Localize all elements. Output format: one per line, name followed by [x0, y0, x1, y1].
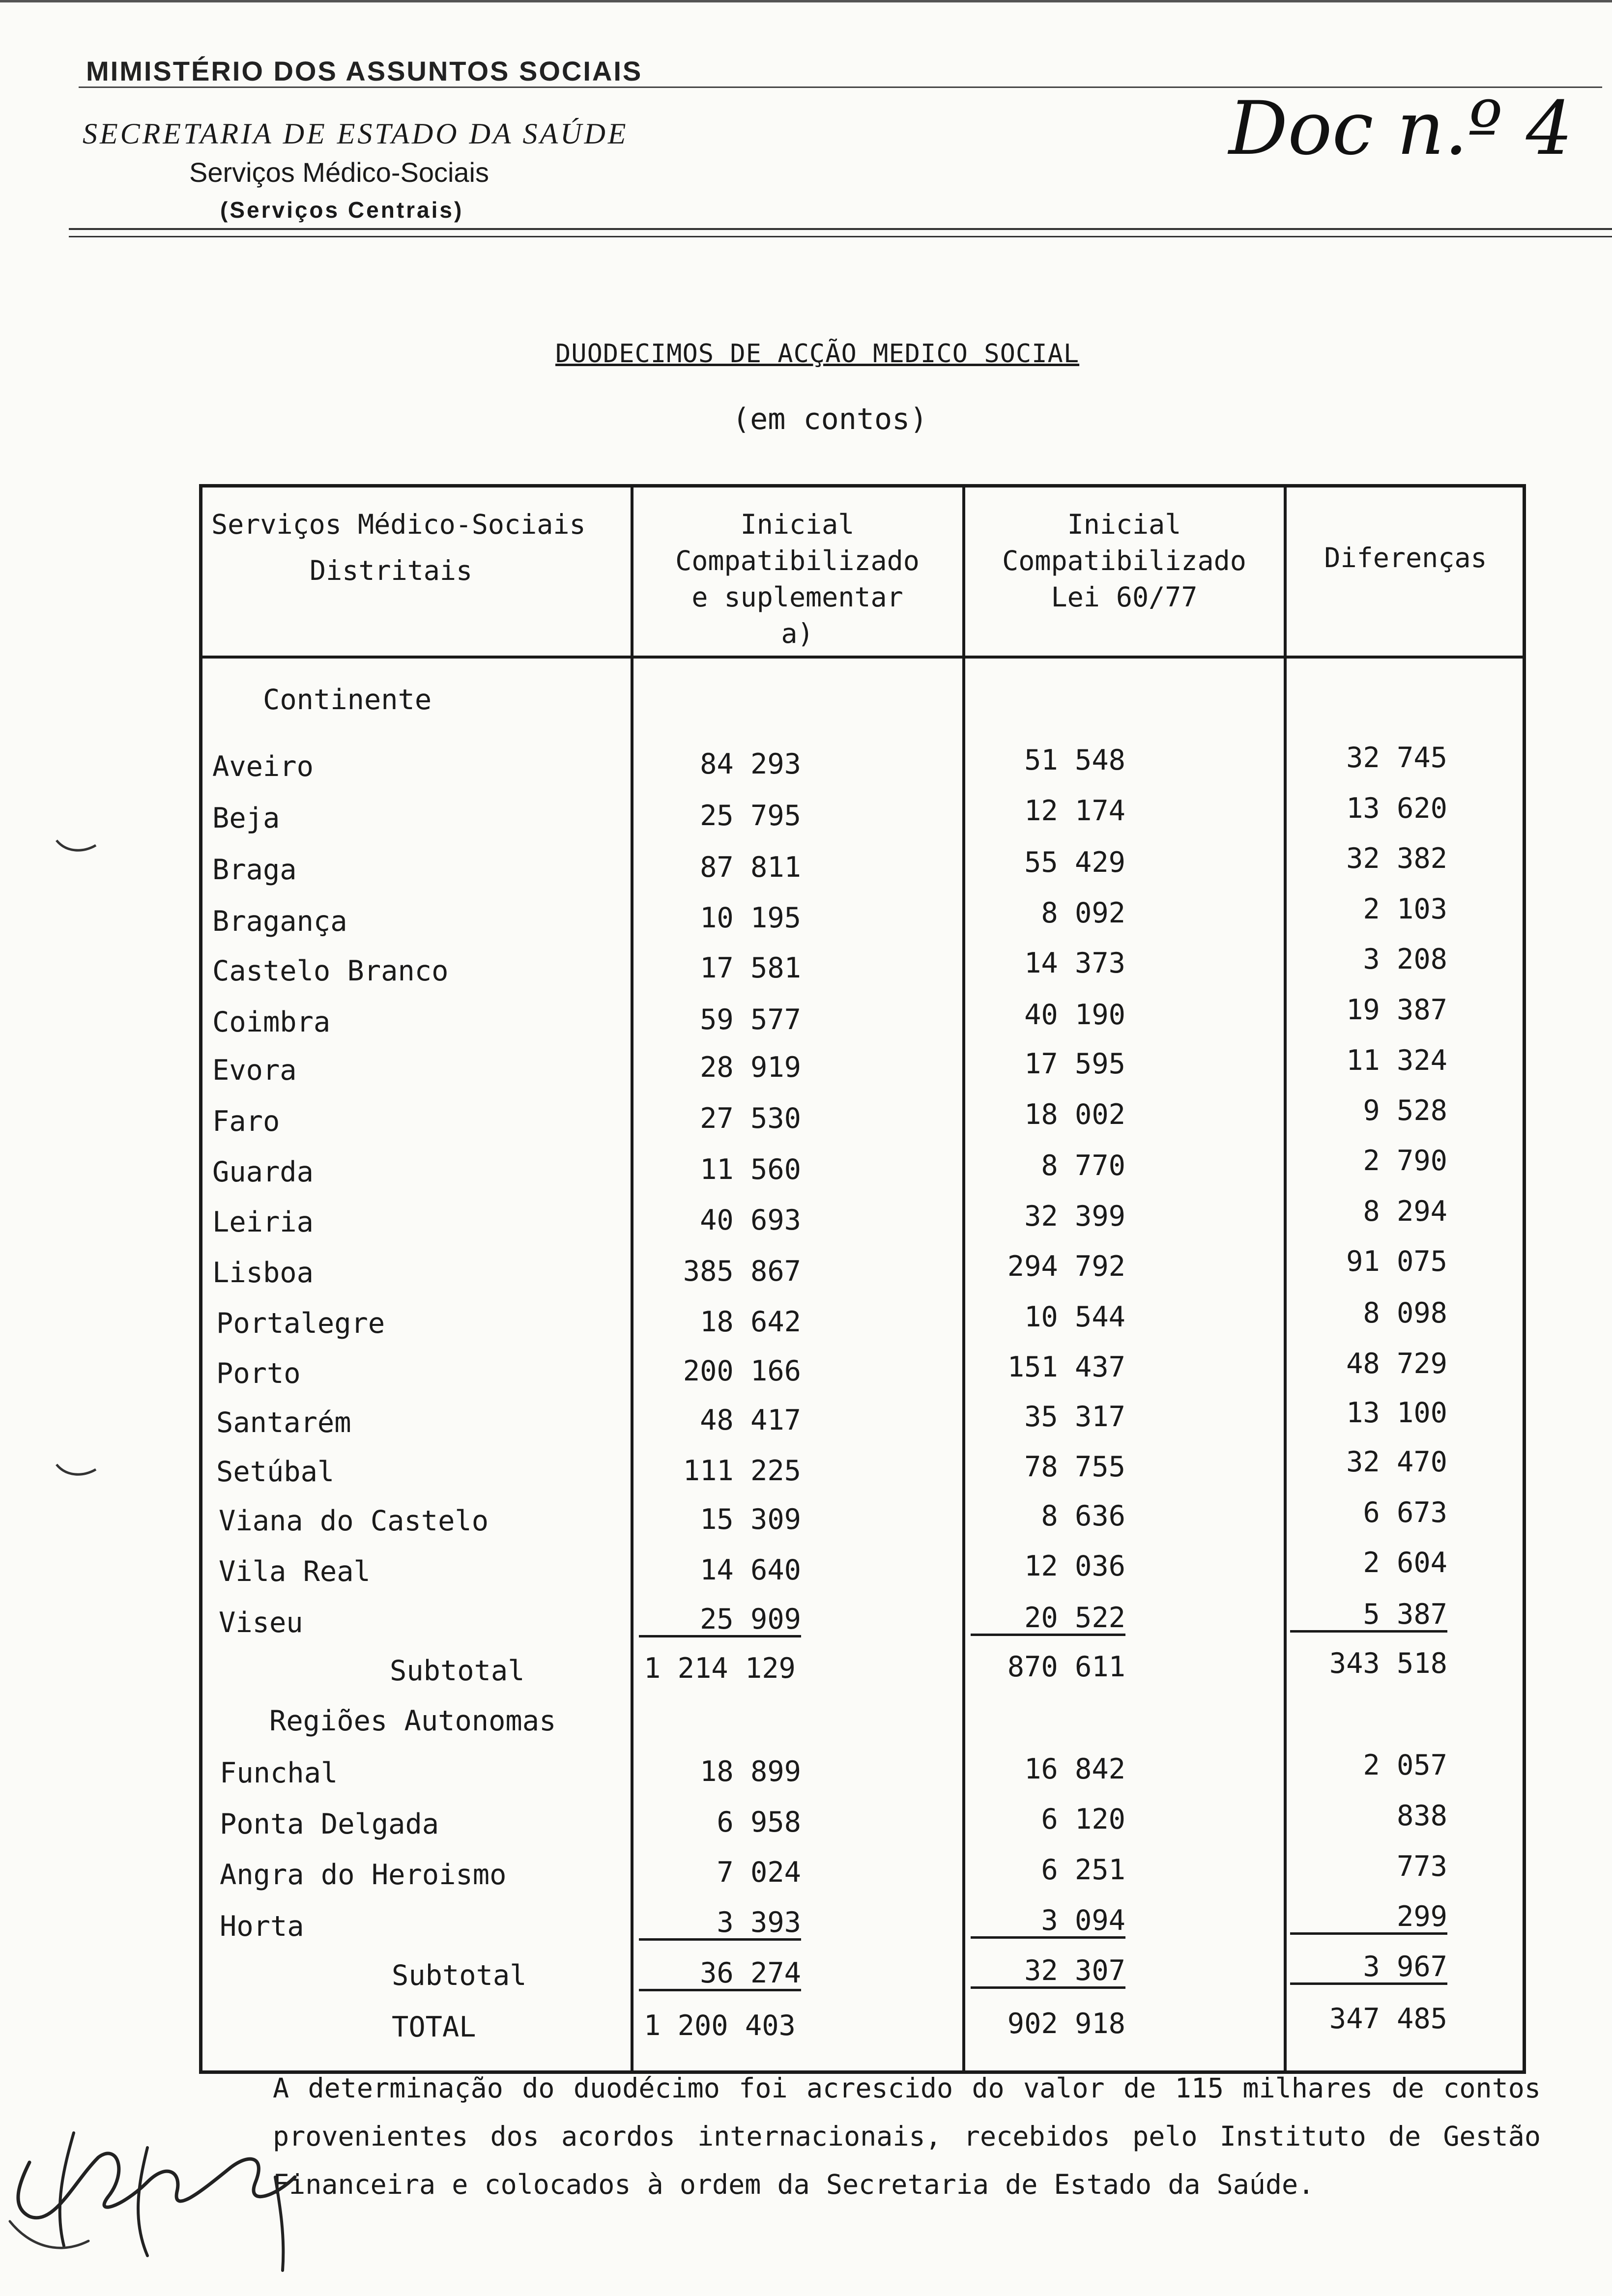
row-label: Evora	[212, 1054, 297, 1087]
cell-diferencas: 3 208	[1363, 943, 1447, 976]
row-label: Vila Real	[219, 1555, 371, 1588]
cell-inicial-lei: 20 522	[971, 1603, 1125, 1636]
cell-diferencas: 2 790	[1363, 1145, 1447, 1177]
subtotal-continente-diferencas: 343 518	[1329, 1647, 1447, 1680]
cell-inicial-lei: 51 548	[1024, 744, 1125, 776]
row-label: Viana do Castelo	[219, 1505, 489, 1537]
row-label: Porto	[216, 1357, 301, 1390]
cell-inicial-lei: 6 120	[1041, 1803, 1125, 1836]
total-label: TOTAL	[392, 2011, 476, 2043]
footnote: A determinação do duodécimo foi acrescido do valor de 115 milhares de contos provenientes dos acordos internacionais, recebidos pelo Instituto de Gestão Financeira e colocados à ordem da Secretaria de Estado da Saúde.	[273, 2072, 1541, 2200]
section-regioes-autonomas: Regiões Autonomas	[269, 1705, 556, 1737]
column-header-diferencas	[1288, 540, 1524, 576]
cell-inicial-suplementar: 111 225	[683, 1455, 801, 1487]
cell-inicial-lei: 8 092	[1041, 897, 1125, 929]
unit-label: (em contos)	[732, 402, 928, 436]
row-label: Coimbra	[212, 1006, 331, 1038]
table-column-divider	[1284, 484, 1287, 2074]
row-label: Braga	[212, 854, 297, 886]
column-header-inicial-suplementar	[634, 506, 961, 652]
cell-diferencas: 9 528	[1363, 1094, 1447, 1127]
header-rule-top	[69, 228, 1612, 230]
cell-inicial-suplementar: 59 577	[700, 1004, 801, 1036]
cell-inicial-lei: 35 317	[1024, 1401, 1125, 1433]
handwritten-signature	[0, 2059, 344, 2275]
cell-inicial-lei: 8 770	[1041, 1149, 1125, 1182]
column-header-line: Diferenças	[1324, 542, 1487, 574]
cell-diferencas: 299	[1290, 1902, 1447, 1935]
cell-inicial-lei: 78 755	[1024, 1451, 1125, 1483]
row-label: Aveiro	[212, 750, 314, 783]
cell-inicial-suplementar: 3 393	[639, 1908, 801, 1941]
table-column-divider	[631, 484, 633, 2074]
cell-inicial-suplementar: 25 909	[639, 1605, 801, 1637]
column-header-line: Compatibilizado	[675, 545, 920, 576]
cell-inicial-suplementar: 15 309	[700, 1503, 801, 1536]
cell-inicial-suplementar: 18 642	[700, 1306, 801, 1338]
cell-inicial-suplementar: 40 693	[700, 1204, 801, 1236]
cell-inicial-suplementar: 200 166	[683, 1355, 801, 1387]
row-label: Ponta Delgada	[220, 1808, 439, 1840]
cell-inicial-lei: 151 437	[1007, 1351, 1125, 1383]
cell-diferencas: 8 294	[1363, 1195, 1447, 1228]
cell-inicial-lei: 40 190	[1024, 999, 1125, 1031]
margin-mark	[54, 1460, 98, 1479]
row-label: Lisboa	[212, 1257, 314, 1289]
table-column-divider	[962, 484, 965, 2074]
cell-diferencas: 773	[1397, 1850, 1447, 1883]
row-label: Horta	[220, 1910, 304, 1943]
cell-diferencas: 13 100	[1346, 1397, 1447, 1429]
header-rule-bottom	[69, 236, 1612, 237]
subtotal-continente-inicial-suplementar: 1 214 129	[644, 1652, 796, 1685]
cell-diferencas: 19 387	[1346, 994, 1447, 1026]
row-label: Faro	[212, 1105, 280, 1138]
cell-diferencas: 11 324	[1346, 1044, 1447, 1077]
cell-diferencas: 48 729	[1346, 1348, 1447, 1380]
top-edge-rule	[0, 0, 1612, 2]
cell-inicial-suplementar: 385 867	[683, 1255, 801, 1288]
cell-inicial-lei: 10 544	[1024, 1301, 1125, 1333]
secretaria-heading: SECRETARIA DE ESTADO DA SAÚDE	[83, 117, 629, 150]
cell-inicial-suplementar: 7 024	[717, 1856, 801, 1889]
subtotal-regioes-inicial-lei: 32 307	[971, 1956, 1125, 1989]
cell-inicial-lei: 18 002	[1024, 1098, 1125, 1131]
cell-inicial-lei: 32 399	[1024, 1200, 1125, 1233]
centrais-heading: (Serviços Centrais)	[220, 197, 464, 223]
cell-inicial-lei: 17 595	[1024, 1048, 1125, 1080]
cell-inicial-suplementar: 14 640	[700, 1554, 801, 1586]
cell-inicial-suplementar: 87 811	[700, 851, 801, 884]
column-header-line: Lei 60/77	[1051, 581, 1198, 613]
subtotal-continente-inicial-lei: 870 611	[1007, 1651, 1125, 1683]
cell-inicial-suplementar: 11 560	[700, 1153, 801, 1186]
row-label: Funchal	[220, 1757, 338, 1789]
total-inicial-suplementar: 1 200 403	[644, 2009, 796, 2042]
row-label: Santarém	[216, 1406, 351, 1439]
subtotal-regioes-diferencas: 3 967	[1290, 1952, 1447, 1985]
row-label: Guarda	[212, 1156, 314, 1188]
row-label: Leiria	[212, 1206, 314, 1238]
subtotal-regioes-inicial-suplementar: 36 274	[639, 1958, 801, 1991]
row-label: Bragança	[212, 905, 347, 938]
cell-inicial-lei: 16 842	[1024, 1753, 1125, 1785]
column-header-line: a)	[781, 618, 814, 649]
column-header-line: Compatibilizado	[1002, 545, 1246, 576]
cell-inicial-lei: 55 429	[1024, 846, 1125, 879]
table-header-divider	[199, 656, 1526, 659]
row-label: Beja	[212, 802, 280, 834]
subtotal-regioes-label: Subtotal	[392, 1959, 527, 1992]
cell-inicial-suplementar: 10 195	[700, 902, 801, 934]
handwritten-doc-number: Doc n.º 4	[1229, 86, 1573, 172]
row-label: Viseu	[219, 1607, 303, 1639]
cell-inicial-lei: 3 094	[971, 1906, 1125, 1939]
cell-inicial-lei: 14 373	[1024, 947, 1125, 979]
cell-inicial-suplementar: 6 958	[717, 1806, 801, 1838]
section-continente: Continente	[263, 684, 432, 716]
servicos-heading: Serviços Médico-Sociais	[189, 157, 489, 188]
column-header-inicial-lei	[966, 506, 1283, 615]
cell-diferencas: 2 103	[1363, 893, 1447, 925]
column-header-line: e suplementar	[691, 581, 903, 613]
cell-diferencas: 5 387	[1290, 1600, 1447, 1633]
ministry-heading: MIMISTÉRIO DOS ASSUNTOS SOCIAIS	[86, 56, 643, 86]
column-header-line: Distritais	[310, 555, 473, 586]
column-header-line: Inicial	[740, 509, 855, 540]
document-title: DUODECIMOS DE ACÇÃO MEDICO SOCIAL	[555, 339, 1080, 369]
cell-inicial-lei: 8 636	[1041, 1500, 1125, 1532]
subtotal-continente-label: Subtotal	[390, 1655, 525, 1687]
cell-inicial-suplementar: 28 919	[700, 1051, 801, 1084]
cell-inicial-suplementar: 27 530	[700, 1102, 801, 1135]
cell-inicial-lei: 6 251	[1041, 1854, 1125, 1886]
cell-diferencas: 32 382	[1346, 842, 1447, 875]
cell-inicial-suplementar: 84 293	[700, 748, 801, 780]
column-header-line: Serviços Médico-Sociais	[211, 509, 586, 540]
row-label: Setúbal	[216, 1456, 335, 1488]
row-label: Angra do Heroismo	[220, 1859, 507, 1891]
cell-inicial-lei: 12 174	[1024, 795, 1125, 827]
column-header-servicos	[206, 506, 634, 589]
cell-inicial-suplementar: 48 417	[700, 1404, 801, 1436]
cell-inicial-suplementar: 18 899	[700, 1755, 801, 1788]
cell-inicial-lei: 12 036	[1024, 1550, 1125, 1582]
row-label: Castelo Branco	[212, 955, 449, 987]
margin-mark	[54, 835, 98, 855]
cell-diferencas: 32 745	[1346, 742, 1447, 774]
cell-inicial-lei: 294 792	[1007, 1250, 1125, 1283]
total-inicial-lei: 902 918	[1007, 2008, 1125, 2040]
column-header-line: Inicial	[1067, 509, 1181, 540]
cell-diferencas: 13 620	[1346, 792, 1447, 825]
cell-diferencas: 2 604	[1363, 1547, 1447, 1579]
cell-diferencas: 2 057	[1363, 1749, 1447, 1781]
cell-diferencas: 8 098	[1363, 1297, 1447, 1329]
cell-diferencas: 6 673	[1363, 1496, 1447, 1529]
total-diferencas: 347 485	[1329, 2003, 1447, 2035]
cell-diferencas: 32 470	[1346, 1446, 1447, 1478]
cell-diferencas: 838	[1397, 1800, 1447, 1832]
row-label: Portalegre	[216, 1307, 385, 1340]
cell-diferencas: 91 075	[1346, 1245, 1447, 1278]
cell-inicial-suplementar: 25 795	[700, 800, 801, 832]
cell-inicial-suplementar: 17 581	[700, 952, 801, 984]
